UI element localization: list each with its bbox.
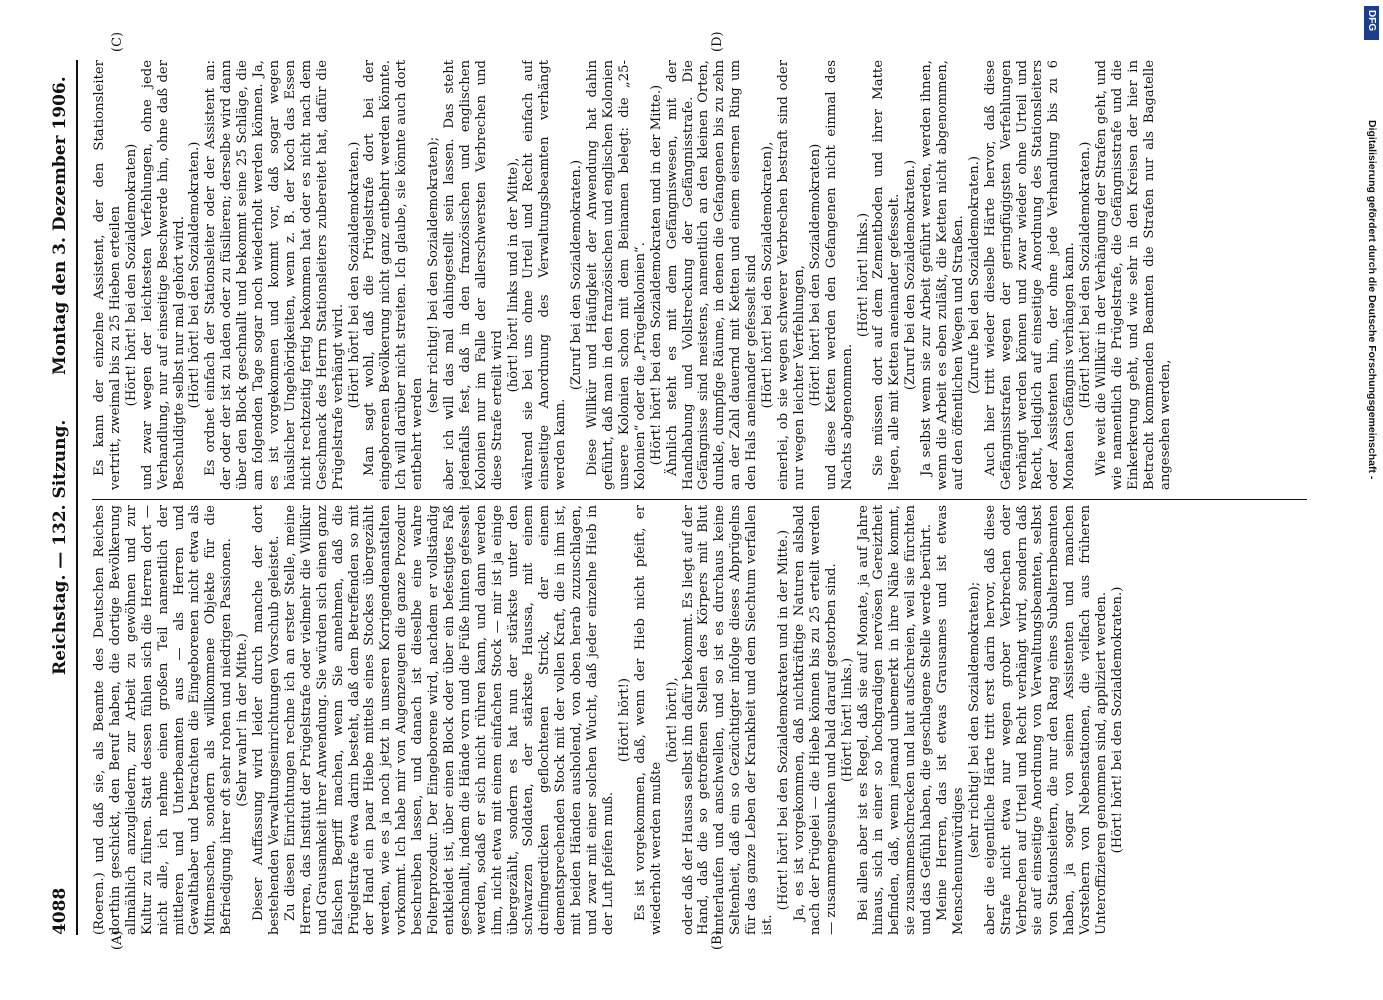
interjection: (Hört! hört! bei den Sozialdemokraten) xyxy=(807,143,823,407)
paragraph: einerlei, ob sie wegen schwerer Verbrechen bestraft sind oder nur wegen leichter Verfehlungen, xyxy=(775,60,807,490)
interjection: (hört! hört! links und in der Mitte), xyxy=(505,157,521,393)
paragraph: oder daß der Haussa selbst ihn dafür bekommt. Es liegt auf der Hand, daß die so getroffenen Stellen des Körpers mit Blut unterlaufen und anschwellen, und so ist es durchaus keine Seltenheit, daß ein so Gezüchtigter infolge dieses Abprügelns für das ganze Leben der Krankheit und dem Siechtum verfallen ist. xyxy=(680,505,776,935)
dfg-logo-text: DFG xyxy=(1366,10,1377,32)
paragraph: aber die eigentliche Härte tritt erst darin hervor, daß diese Strafe nicht etwa nur wegen grober Verbrechen oder Verbrechen auf Urteil und Recht verhängt wird, sondern daß sie auf einseitige Anordnung von Verwaltungsbeamten, selbst von Stationsleitern, die nur den Rang eines Subalternbeamten haben, ja sogar von seinen Assistenten und manchen Vorstehern von Nebenstationen, die vielfach aus früheren Unteroffizieren genommen sind, appliziert werden. xyxy=(982,505,1110,935)
paragraph: und zwar wegen der leichtesten Verfehlungen, ohne jede Verhandlung, nur auf einseitige Beschwerde hin, ohne daß der Beschuldigte selbst nur mal gehört wird. xyxy=(139,60,187,490)
paragraph: während sie bei uns ohne Urteil und Recht einfach auf einseitige Anordnung des Verwaltungsbeamten verhängt werden kann. xyxy=(521,60,569,490)
page-number: 4088 xyxy=(50,887,70,935)
interjection: (Hört! hört! bei den Sozialdemokraten und in der Mitte.) xyxy=(648,84,664,466)
interjection: (Sehr wahr! in der Mitte.) xyxy=(235,633,251,807)
interjection: (sehr richtig! bei den Sozialdemokraten); xyxy=(966,581,982,859)
interjection: (Hört! hört! bei den Sozialdemokraten), xyxy=(760,141,776,409)
header-session-title: Reichstag. — 132. Sitzung. xyxy=(50,419,70,675)
interjection: (Hört! hört!) xyxy=(616,677,632,763)
interjection: (Zurufe bei den Sozialdemokraten.) xyxy=(966,155,982,395)
paragraph: Diese Willkür und Häufigkeit der Anwendung hat dahin geführt, daß man in den französischen und englischen Kolonien unsere Kolonien schon mit dem Beinamen belegt: die „25-Kolonien“ oder die „Prügelkolonien“. xyxy=(585,60,648,490)
interjection: (Hört! hört! links.) xyxy=(839,657,855,783)
paragraph: und diese Ketten werden den Gefangenen nicht einmal des Nachts abgenommen. xyxy=(823,60,855,490)
digitization-credit xyxy=(1366,120,1378,880)
column-divider xyxy=(92,499,1307,500)
paragraph: Ähnlich steht es mit dem Gefängniswesen, mit der Handhabung und Vollstreckung der Gefängnisstrafe. Die Gefängnisse sind meistens, namentlich an den kleinen Orten, dunkle, dumpfige Räume, in denen die Gefangenen bis zu zehn an der Zahl dauernd mit Ketten und einem eisernen Ring um den Hals aneinander gefesselt sind xyxy=(664,60,760,490)
interjection: (Zuruf bei den Sozialdemokraten.) xyxy=(569,159,585,391)
paragraph: Man sagt wohl, daß die Prügelstrafe dort bei der eingeborenen Bevölkerung nicht ganz entbehrt werden könnte. Ich will darüber nicht streiten. Ich glaube, sie könnte auch dort entbehrt werden xyxy=(362,60,426,490)
paragraph: Es ordnet einfach der Stationsleiter oder der Assistent an: der oder der ist zu laden oder zu füsilieren; derselbe wird dann über den Block geschnallt und bekommt seine 25 Schläge, die am folgenden Tage sogar noch wiederholt werden können. Ja, es ist vorgekommen und kommt vor, daß sogar wegen häuslicher Ungehörigkeiten, wenn z. B. der Koch das Essen nicht rechtzeitig fertig bekommen hat oder es nicht nach dem Geschmack des Herrn Stationsleiters zubereitet hat, dafür die Prügelstrafe verhängt wird. xyxy=(203,60,346,490)
paragraph: Ja, es ist vorgekommen, daß nichtkräftige Naturen alsbald nach der Prügelei — die Hiebe können bis zu 25 erteilt werden — zusammengesunken und bald darauf gestorben sind. xyxy=(791,505,839,935)
paragraph: Es ist vorgekommen, daß, wenn der Hieb nicht pfeift, er wiederholt werden mußte xyxy=(632,505,664,935)
margin-marker-d: (D) xyxy=(710,31,725,52)
right-text-column xyxy=(92,60,1307,490)
interjection: (sehr richtig! bei den Sozialdemokraten); xyxy=(426,136,442,414)
interjection: (Hört! hört! bei den Sozialdemokraten.) xyxy=(187,141,203,409)
paragraph: Es kann der einzelne Assistent, der den Stationsleiter vertritt, zweimal bis zu 25 Hieben erteilen xyxy=(92,60,123,490)
header-date: Montag den 3. Dezember 1906. xyxy=(50,76,70,375)
interjection: (Zuruf bei den Sozialdemokraten.) xyxy=(903,159,919,391)
paragraph: Meine Herren, das ist etwas Grausames und ist etwas Menschenunwürdiges xyxy=(935,505,966,935)
paragraph: Sie müssen dort auf dem Zementboden und ihrer Matte liegen, alle mit Ketten aneinander gefesselt. xyxy=(871,60,903,490)
paragraph: Ja selbst wenn sie zur Arbeit geführt werden, werden ihnen, wenn die Arbeit es eben zuläßt, die Ketten nicht abgenommen, auf den öffentlichen Wegen und Straßen. xyxy=(919,60,966,490)
interjection: (Hört! hört! bei den Sozialdemokraten.) xyxy=(346,141,362,409)
paragraph: Zu diesen Einrichtungen rechne ich an erster Stelle, meine Herren, das Institut der Prügelstrafe oder vielmehr die Willkür und Grausamkeit ihrer Anwendung. Sie würden sich einen ganz falschen Begriff machen, wenn Sie annehmen, daß die Prügelstrafe etwa darin besteht, daß dem Betreffenden so mit der Hand ein paar Hiebe mittels eines Stockes übergezählt werden, wie es ja noch jetzt in unseren Korrigendenanstalten vorkommt. Ich habe mir von Augenzeugen die ganze Prozedur beschreiben lassen, und danach ist dieselbe eine wahre Folterprozedur. Der Eingeborene wird, nachdem er vollständig entkleidet ist, über einen Block oder über ein befestigtes Faß geschnallt, indem die Hände vorn und die Füße hinten gefesselt werden, sodaß er sich nicht rühren kann, und dann werden ihm, nicht etwa mit einem einfachen Stock — mir ist ja einige übergezählt, sondern es hat nun der stärkste unter den schwarzen Soldaten, der stärkste Haussa, mit einem dreifingerdicken geflochtenen Strick, der einem dementsprechenden Stock mit der vollen Kraft, die in ihm ist, mit beiden Händen ausholend, von oben herab zuzuschlagen, und zwar mit einer solchen Wucht, daß jeder einzelne Hieb in der Luft pfeifen muß. xyxy=(282,505,616,935)
page-header xyxy=(48,60,78,935)
margin-marker-c: (C) xyxy=(110,31,125,52)
paragraph: (Roeren.) und daß sie, als Beamte des Deutschen Reiches dorthin geschickt, den Beruf haben, die dortige Bevölkerung allmählich anzugliedern, zur Arbeit zu gewöhnen und zur Kultur zu führen. Statt dessen fühlen sich die Herren dort — nicht alle, ich nehme einen großen Teil namentlich der mittleren und Unterbeamten aus — als Herren und Gewalthaber und betrachten die Eingeborenen nicht etwa als Mitmenschen, sondern als willkommene Objekte für die Befriedigung ihrer oft sehr rohen und niedrigen Passionen. xyxy=(92,505,235,935)
paragraph: Wie weit die Willkür in der Verhängung der Strafen geht, und wie namentlich die Prügelstrafe, die Gefängnisstrafe und die Einkerkerung geht, und wie sehr in den Kreisen der hier in Betracht kommenden Beamten die Strafen nur als Bagatelle angesehen werden, xyxy=(1094,60,1173,490)
left-text-column xyxy=(92,505,1307,935)
paragraph: Auch hier tritt wieder dieselbe Härte hervor, daß diese Gefängnisstrafen wegen der geringfügigsten Verfehlungen verhängt werden können und zwar wieder ohne Urteil und Recht, lediglich auf einseitige Anordnung des Stationsleiters oder Assistenten hin, der ohne jede Verhandlung bis zu 6 Monaten Gefängnis verhängen kann. xyxy=(982,60,1078,490)
dfg-logo xyxy=(1364,6,1379,40)
paragraph: aber ich will das mal dahingestellt sein lassen. Das steht jedenfalls fest, daß in den französischen und englischen Kolonien nur im Falle der allerschwersten Verbrechen und diese Strafe erteilt wird xyxy=(441,60,505,490)
interjection: (Hört! hört! bei den Sozialdemokraten und in der Mitte.) xyxy=(775,529,791,911)
margin-marker-a: (A) xyxy=(110,930,125,950)
interjection: (hört! hört!), xyxy=(664,677,680,763)
paragraph: Dieser Auffassung wird leider durch manche der dort bestehenden Verwaltungseinrichtungen Vorschub geleistet. xyxy=(251,505,282,935)
interjection: (Hört! hört! links.) xyxy=(855,212,871,338)
margin-marker-b: (B) xyxy=(710,930,725,950)
paragraph: Bei allen aber ist es Regel, daß sie auf Monate, ja auf Jahre hinaus, sich in einer so hochgradigen nervösen Gereiztheit befinden, daß, wenn jemand unbemerkt in ihre Nähe kommt, sie zusammenschrecken und laut aufschreien, weil sie fürchten und das Gefühl haben, die geschlagene Stelle werde berührt. xyxy=(855,505,935,935)
interjection: (Hört! hört! bei den Sozialdemokraten.) xyxy=(1078,141,1094,409)
credit-text: Digitalisierung gefördert durch die Deutsche Forschungsgemeinschaft - xyxy=(1366,120,1378,480)
interjection: (Hört! hört! bei den Sozialdemokraten.) xyxy=(1110,586,1125,854)
interjection: (Hört! hört! bei den Sozialdemokraten) xyxy=(123,143,139,407)
